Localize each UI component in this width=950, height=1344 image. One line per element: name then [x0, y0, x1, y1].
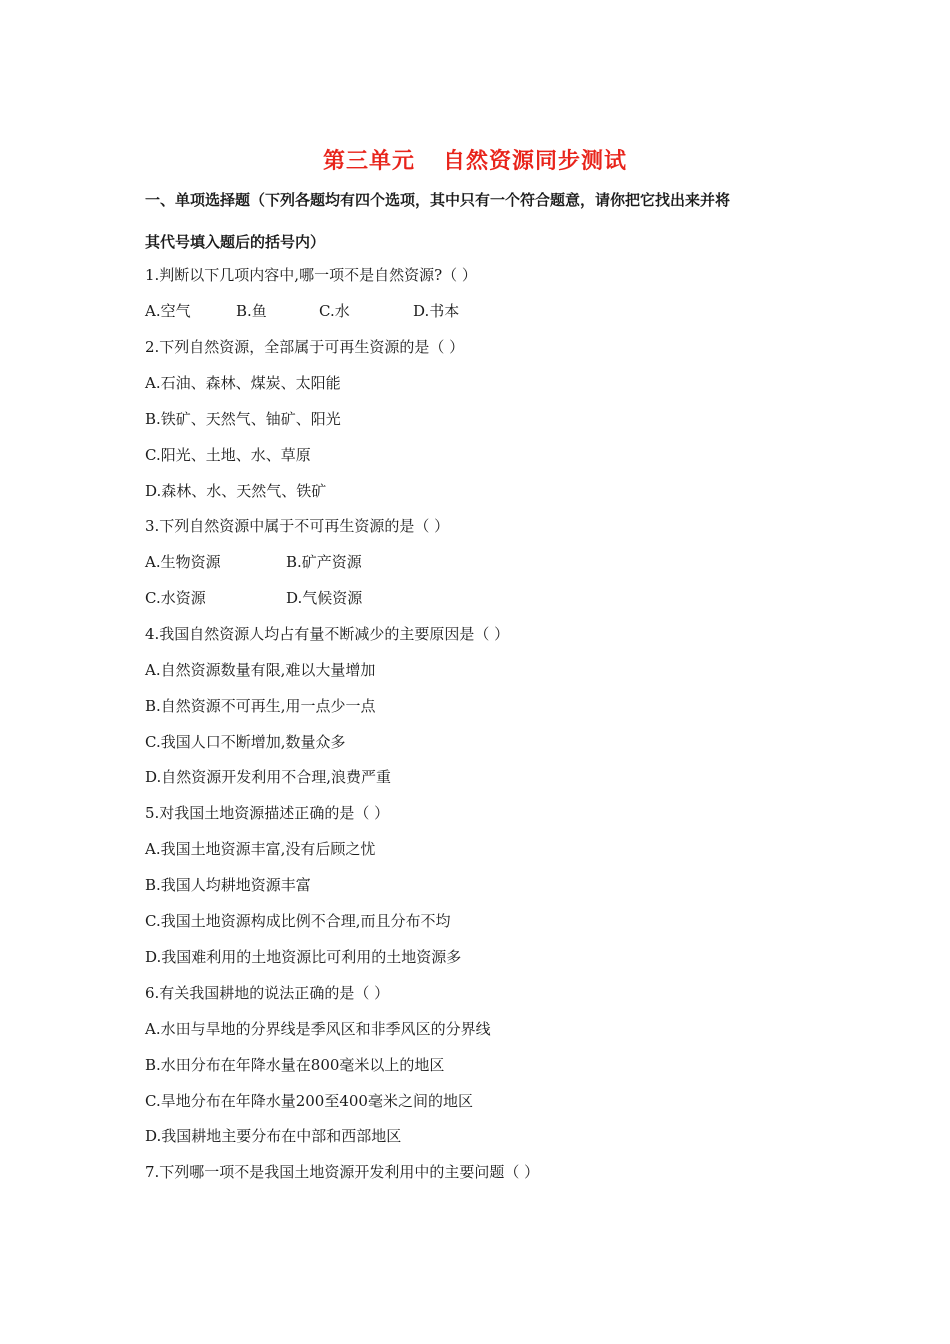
- question-3-option-d: D.气候资源: [286, 589, 363, 607]
- test-name: 自然资源同步测试: [443, 149, 628, 174]
- question-6-stem: 6.有关我国耕地的说法正确的是（ ）: [145, 984, 390, 1002]
- question-1-option-a: A.空气: [145, 302, 191, 320]
- question-5-option-d: D.我国难利用的土地资源比可利用的土地资源多: [145, 948, 462, 966]
- question-3-option-c: C.水资源: [145, 589, 206, 607]
- question-2-option-a: A.石油、森林、煤炭、太阳能: [145, 374, 341, 392]
- question-1-option-d: D.书本: [413, 302, 460, 320]
- question-6-option-a: A.水田与旱地的分界线是季风区和非季风区的分界线: [145, 1020, 491, 1038]
- question-5-option-c: C.我国土地资源构成比例不合理,而且分布不均: [145, 912, 451, 930]
- question-6-option-d: D.我国耕地主要分布在中部和西部地区: [145, 1127, 402, 1145]
- question-6-option-c: C.旱地分布在年降水量200至400毫米之间的地区: [145, 1092, 473, 1110]
- question-4-option-b: B.自然资源不可再生,用一点少一点: [145, 697, 376, 715]
- question-1-option-b: B.鱼: [236, 302, 267, 320]
- question-4-option-a: A.自然资源数量有限,难以大量增加: [145, 661, 376, 679]
- question-3-option-a: A.生物资源: [145, 553, 221, 571]
- section-heading-line-2: 其代号填入题后的括号内）: [145, 233, 326, 251]
- question-6-option-b: B.水田分布在年降水量在800毫米以上的地区: [145, 1056, 445, 1074]
- document-title: [0, 144, 950, 175]
- question-5-option-b: B.我国人均耕地资源丰富: [145, 876, 311, 894]
- question-1-options: [145, 301, 825, 321]
- question-5-stem: 5.对我国土地资源描述正确的是（ ）: [145, 804, 390, 822]
- question-7-stem: 7.下列哪一项不是我国土地资源开发利用中的主要问题（ ）: [145, 1163, 540, 1181]
- question-3-option-b: B.矿产资源: [286, 553, 362, 571]
- question-5-option-a: A.我国土地资源丰富,没有后顾之忧: [145, 840, 376, 858]
- question-3-options-row-1: [145, 552, 825, 572]
- question-3-options-row-2: [145, 588, 825, 608]
- question-1-stem: 1.判断以下几项内容中,哪一项不是自然资源?（ ）: [145, 266, 477, 284]
- unit-label: 第三单元: [322, 149, 415, 174]
- question-4-stem: 4.我国自然资源人均占有量不断减少的主要原因是（ ）: [145, 625, 510, 643]
- question-2-option-d: D.森林、水、天然气、铁矿: [145, 482, 327, 500]
- question-2-option-c: C.阳光、土地、水、草原: [145, 446, 311, 464]
- question-4-option-d: D.自然资源开发利用不合理,浪费严重: [145, 768, 392, 786]
- question-4-option-c: C.我国人口不断增加,数量众多: [145, 733, 346, 751]
- section-heading-line-1: 一、单项选择题（下列各题均有四个选项，其中只有一个符合题意，请你把它找出来并将: [145, 191, 731, 209]
- question-3-stem: 3.下列自然资源中属于不可再生资源的是（ ）: [145, 517, 450, 535]
- question-2-stem: 2.下列自然资源，全部属于可再生资源的是（ ）: [145, 338, 465, 356]
- question-2-option-b: B.铁矿、天然气、铀矿、阳光: [145, 410, 341, 428]
- question-1-option-c: C.水: [319, 302, 350, 320]
